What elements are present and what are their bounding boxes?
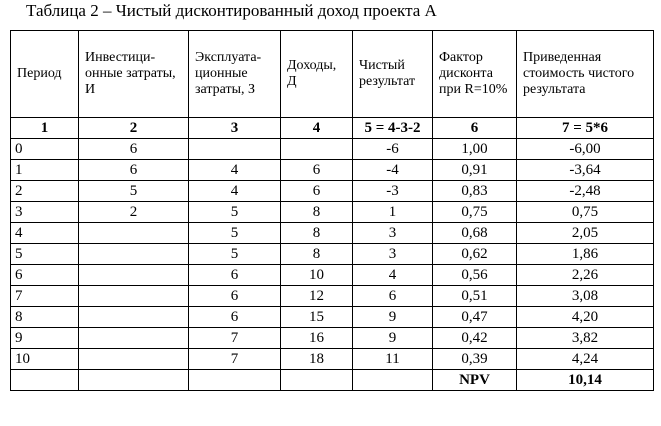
cell-factor: 0,39	[433, 349, 517, 370]
total-empty	[11, 370, 79, 391]
cell-period: 3	[11, 202, 79, 223]
table-caption: Таблица 2 – Чистый дисконтированный доход проекта А	[26, 1, 437, 20]
table-row	[11, 160, 654, 181]
cell-pv: 3,82	[517, 328, 654, 349]
cell-factor: 0,47	[433, 307, 517, 328]
cell-pv: 2,26	[517, 265, 654, 286]
cell-expl: 6	[189, 286, 281, 307]
header-income: Доходы, Д	[281, 31, 353, 118]
header-period: Период	[11, 31, 79, 118]
cell-expl	[189, 139, 281, 160]
cell-income: 10	[281, 265, 353, 286]
cell-income: 8	[281, 202, 353, 223]
header-invest: Инвестици-онные затраты, И	[79, 31, 189, 118]
cell-period: 10	[11, 349, 79, 370]
cell-invest	[79, 286, 189, 307]
cell-expl: 5	[189, 223, 281, 244]
cell-period: 8	[11, 307, 79, 328]
cell-factor: 0,68	[433, 223, 517, 244]
cell-factor: 0,51	[433, 286, 517, 307]
cell-factor: 0,62	[433, 244, 517, 265]
cell-pv: 4,20	[517, 307, 654, 328]
cell-expl: 5	[189, 202, 281, 223]
col-number: 4	[281, 118, 353, 139]
cell-invest: 2	[79, 202, 189, 223]
cell-pv: 4,24	[517, 349, 654, 370]
cell-period: 6	[11, 265, 79, 286]
cell-invest: 5	[79, 181, 189, 202]
cell-pv: -6,00	[517, 139, 654, 160]
total-row	[11, 370, 654, 391]
cell-period: 4	[11, 223, 79, 244]
cell-net: 1	[353, 202, 433, 223]
col-number: 5 = 4-3-2	[353, 118, 433, 139]
cell-invest	[79, 223, 189, 244]
total-empty	[189, 370, 281, 391]
table-row	[11, 349, 654, 370]
cell-expl: 6	[189, 265, 281, 286]
cell-expl: 5	[189, 244, 281, 265]
table-row	[11, 244, 654, 265]
cell-income	[281, 139, 353, 160]
cell-factor: 0,42	[433, 328, 517, 349]
npv-value: 10,14	[517, 370, 654, 391]
cell-net: 4	[353, 265, 433, 286]
npv-label: NPV	[433, 370, 517, 391]
cell-net: 11	[353, 349, 433, 370]
cell-net: -6	[353, 139, 433, 160]
header-net: Чистый результат	[353, 31, 433, 118]
cell-factor: 0,75	[433, 202, 517, 223]
total-empty	[281, 370, 353, 391]
header-factor: Фактор дисконта при R=10%	[433, 31, 517, 118]
cell-invest	[79, 307, 189, 328]
cell-income: 15	[281, 307, 353, 328]
cell-pv: 0,75	[517, 202, 654, 223]
cell-pv: -2,48	[517, 181, 654, 202]
cell-expl: 7	[189, 349, 281, 370]
cell-invest	[79, 244, 189, 265]
cell-period: 7	[11, 286, 79, 307]
cell-pv: -3,64	[517, 160, 654, 181]
table-row	[11, 139, 654, 160]
cell-period: 2	[11, 181, 79, 202]
cell-factor: 0,83	[433, 181, 517, 202]
col-number: 3	[189, 118, 281, 139]
header-pv: Приведенная стоимость чистого результата	[517, 31, 654, 118]
npv-table	[10, 30, 654, 391]
cell-pv: 2,05	[517, 223, 654, 244]
total-empty	[353, 370, 433, 391]
table-row	[11, 202, 654, 223]
total-empty	[79, 370, 189, 391]
cell-income: 12	[281, 286, 353, 307]
cell-invest	[79, 265, 189, 286]
col-number: 1	[11, 118, 79, 139]
table-row	[11, 307, 654, 328]
table-row	[11, 286, 654, 307]
cell-income: 8	[281, 244, 353, 265]
cell-net: -3	[353, 181, 433, 202]
table-row	[11, 181, 654, 202]
cell-pv: 1,86	[517, 244, 654, 265]
cell-invest: 6	[79, 160, 189, 181]
table-row	[11, 328, 654, 349]
cell-net: 6	[353, 286, 433, 307]
header-expl: Эксплуата-ционные затраты, З	[189, 31, 281, 118]
cell-invest	[79, 349, 189, 370]
column-number-row	[11, 118, 654, 139]
cell-factor: 0,91	[433, 160, 517, 181]
cell-invest	[79, 328, 189, 349]
table-row	[11, 223, 654, 244]
col-number: 7 = 5*6	[517, 118, 654, 139]
cell-net: 3	[353, 244, 433, 265]
cell-net: 9	[353, 307, 433, 328]
cell-expl: 4	[189, 181, 281, 202]
cell-income: 6	[281, 160, 353, 181]
cell-income: 6	[281, 181, 353, 202]
cell-net: 3	[353, 223, 433, 244]
cell-period: 1	[11, 160, 79, 181]
table-row	[11, 265, 654, 286]
cell-pv: 3,08	[517, 286, 654, 307]
cell-factor: 1,00	[433, 139, 517, 160]
cell-expl: 6	[189, 307, 281, 328]
col-number: 2	[79, 118, 189, 139]
cell-net: -4	[353, 160, 433, 181]
cell-factor: 0,56	[433, 265, 517, 286]
header-row	[11, 31, 654, 118]
cell-period: 9	[11, 328, 79, 349]
cell-expl: 7	[189, 328, 281, 349]
cell-net: 9	[353, 328, 433, 349]
cell-expl: 4	[189, 160, 281, 181]
cell-invest: 6	[79, 139, 189, 160]
cell-period: 5	[11, 244, 79, 265]
cell-income: 8	[281, 223, 353, 244]
col-number: 6	[433, 118, 517, 139]
cell-period: 0	[11, 139, 79, 160]
cell-income: 18	[281, 349, 353, 370]
cell-income: 16	[281, 328, 353, 349]
